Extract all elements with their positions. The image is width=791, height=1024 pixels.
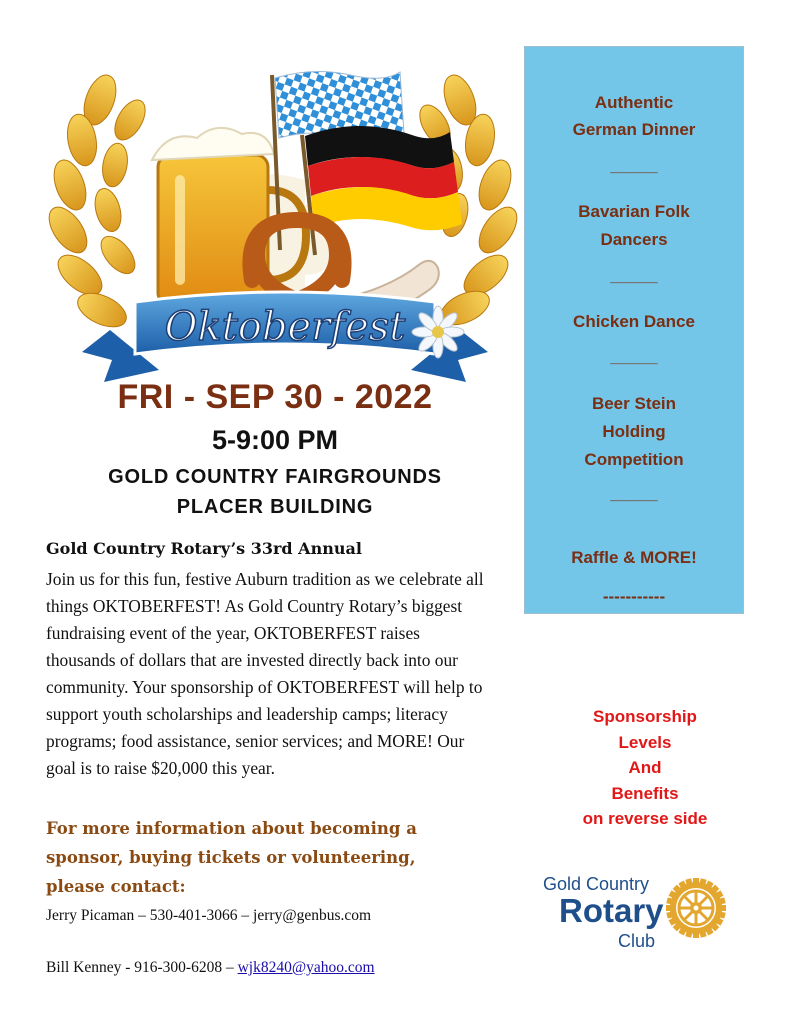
- separator: _____: [610, 347, 658, 366]
- event-item-folk-dancers: Bavarian Folk: [578, 202, 690, 221]
- rotary-club-logo: [540, 870, 740, 955]
- contact-bill-details: Bill Kenney - 916-300-6208 –: [46, 959, 238, 976]
- rotary-logo-line3: Club: [618, 931, 656, 951]
- ribbon-text: Oktoberfest: [164, 304, 406, 350]
- sponsorship-line: Benefits: [611, 783, 679, 803]
- oktoberfest-hero-illustration: [40, 40, 530, 385]
- sponsorship-note: [550, 704, 740, 832]
- event-item-beer-stein-line3: Competition: [584, 450, 684, 469]
- sponsorship-line: on reverse side: [582, 809, 708, 828]
- intro-paragraph: Join us for this fun, festive Auburn tradition as we celebrate all things OKTOBERFEST! As Gold Country Rotary’s biggest fundraising event of the year, OKTOBERFEST raises thousands of dollars that are invested directly back into our community. Your sponsorship of OKTOBERFEST will help to support youth scholarships and leadership camps; literacy programs; food assistance, senior services; and MORE! Our goal is to raise $20,000 this year.: [46, 569, 484, 778]
- event-item-folk-dancers-line2: Dancers: [600, 230, 668, 249]
- sponsorship-line: And: [628, 758, 662, 777]
- separator: _____: [610, 266, 658, 285]
- event-item-german-dinner: Authentic: [594, 93, 674, 112]
- contact-jerry: Jerry Picaman – 530-401-3066 – jerry@genbus.com: [46, 907, 372, 924]
- separator: _____: [610, 484, 658, 503]
- events-panel: [524, 46, 744, 614]
- contact-heading: For more information about becoming a sponsor, buying tickets or volunteering, please contact:: [46, 819, 417, 896]
- event-item-chicken-dance: Chicken Dance: [573, 312, 695, 331]
- event-date: FRI - SEP 30 - 2022: [117, 378, 433, 416]
- event-item-beer-stein: Beer Stein: [591, 394, 677, 413]
- rotary-logo-line1: Gold Country: [543, 874, 650, 894]
- venue-building: PLACER BUILDING: [176, 496, 374, 518]
- contact-bill-email-link[interactable]: wjk8240@yahoo.com: [237, 959, 375, 976]
- venue-name: GOLD COUNTRY FAIRGROUNDS: [108, 466, 442, 488]
- end-separator: -----------: [602, 587, 666, 606]
- rotary-logo-line2: Rotary: [559, 892, 664, 929]
- contact-bill: [46, 959, 516, 977]
- sponsorship-line: Sponsorship: [593, 707, 697, 726]
- event-item-german-dinner-line2: German Dinner: [572, 120, 696, 139]
- rotary-wheel-icon: [666, 878, 726, 938]
- edelweiss-icon: [412, 306, 464, 358]
- separator: _____: [610, 156, 658, 175]
- wheat-wreath-left: [42, 71, 152, 334]
- intro-heading: Gold Country Rotary’s 33rd Annual: [46, 539, 362, 558]
- event-time: 5-9:00 PM: [211, 425, 339, 455]
- event-item-beer-stein-line2: Holding: [602, 422, 666, 441]
- sponsorship-line: Levels: [618, 732, 672, 752]
- event-item-raffle: Raffle & MORE!: [571, 548, 697, 567]
